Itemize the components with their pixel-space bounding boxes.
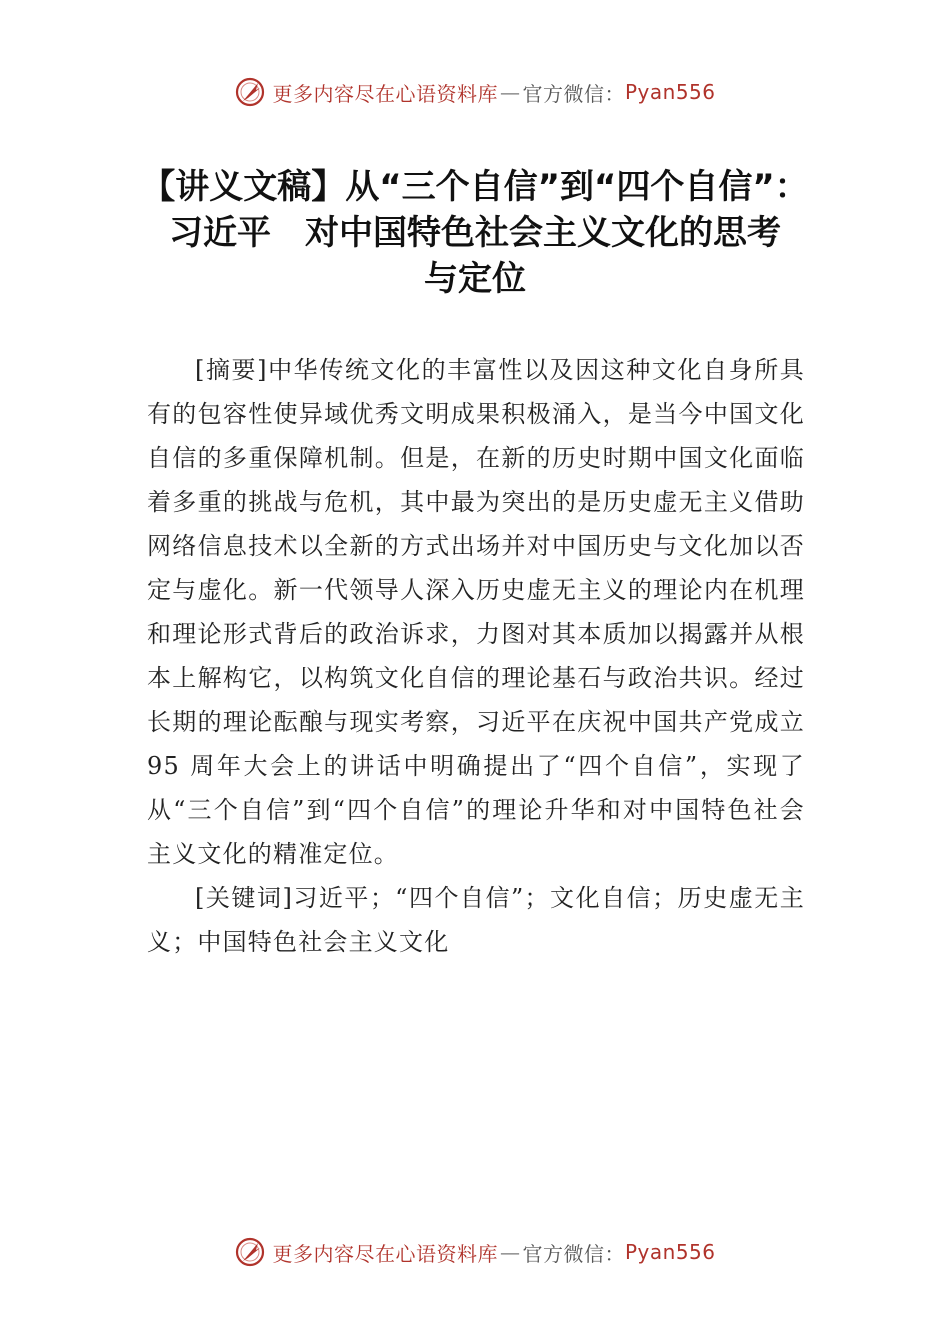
- footer-wechat-id: Pyan556: [624, 1240, 716, 1264]
- title-line-3: 与定位: [424, 259, 526, 299]
- footer-brand-text: 更多内容尽在心语资料库: [272, 1241, 498, 1266]
- header-wechat-id: Pyan556: [624, 80, 716, 104]
- abstract-paragraph: [摘要]中华传统文化的丰富性以及因这种文化自身所具有的包容性使异域优秀文明成果积极涌入，是当今中国文化自信的多重保障机制。但是，在新的历史时期中国文化面临着多重的挑战与危机，其中最为突出的是历史虚无主义借助网络信息技术以全新的方式出场并对中国历史与文化加以否定与虚化。新一代领导人深入历史虚无主义的理论内在机理和理论形式背后的政治诉求，力图对其本质加以揭露并从根本上解构它，以构筑文化自信的理论基石与政治共识。经过长期的理论酝酿与现实考察，习近平在庆祝中国共产党成立 95 周年大会上的讲话中明确提出了“四个自信”，实现了从“三个自信”到“四个自信”的理论升华和对中国特色社会主义文化的精准定位。: [147, 356, 805, 868]
- document-title: [120, 164, 830, 302]
- header-official-label: 官方微信：: [522, 81, 625, 106]
- header-dash: —: [499, 80, 521, 104]
- document-body: [147, 348, 805, 964]
- quill-circle-logo-icon: [234, 76, 266, 108]
- header-banner: [0, 72, 950, 112]
- title-line-2: 习近平 对中国特色社会主义文化的思考: [169, 213, 781, 253]
- title-line-1: 【讲义文稿】从“三个自信”到“四个自信”：: [141, 167, 809, 207]
- keywords-paragraph: [关键词]习近平；“四个自信”；文化自信；历史虚无主义；中国特色社会主义文化: [147, 884, 805, 956]
- footer-banner: [0, 1232, 950, 1272]
- footer-official-label: 官方微信：: [522, 1241, 625, 1266]
- footer-dash: —: [499, 1240, 521, 1264]
- quill-circle-logo-icon: [234, 1236, 266, 1268]
- header-brand-text: 更多内容尽在心语资料库: [272, 81, 498, 106]
